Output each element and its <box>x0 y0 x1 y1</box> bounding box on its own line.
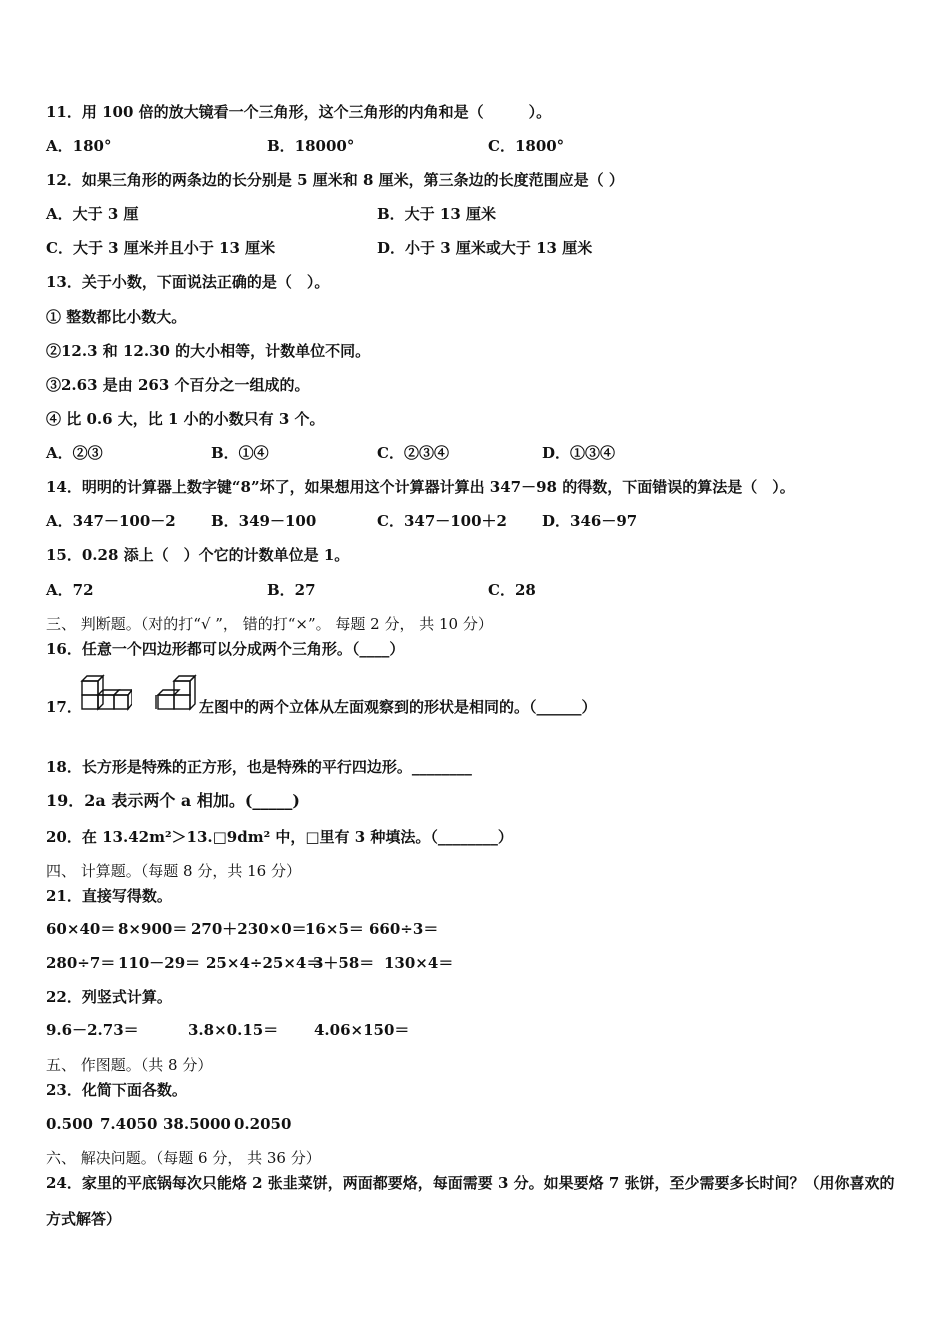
calc-item: 8×900＝ <box>118 920 188 938</box>
q21-stem: 21．直接写得数。 <box>46 887 172 905</box>
section-6-heading: 六、 解决问题。（每题 6 分， 共 36 分） <box>46 1149 321 1167</box>
number-item: 38.5000 <box>163 1115 231 1133</box>
number-item: 7.4050 <box>100 1115 158 1133</box>
option-d: D．①③④ <box>542 444 616 462</box>
calc-item: 3.8×0.15＝ <box>188 1021 279 1039</box>
q23-items <box>46 1114 906 1134</box>
q16: 16．任意一个四边形都可以分成两个三角形。（____） <box>46 640 405 658</box>
option-b: B．27 <box>267 581 316 599</box>
option-c: C．②③④ <box>377 444 449 462</box>
calc-item: 4.06×150＝ <box>314 1021 410 1039</box>
option-b: B．大于 13 厘米 <box>377 205 496 223</box>
option-a: A．②③ <box>46 444 103 462</box>
calc-item: 16×5＝ <box>305 920 364 938</box>
option-c: C．大于 3 厘米并且小于 13 厘米 <box>46 239 276 257</box>
q20: 20．在 13.42m²＞13.□9dm² 中，□里有 3 种填法。（________） <box>46 828 513 846</box>
q22-items <box>46 1020 906 1040</box>
q15-stem: 15．0.28 添上（ ）个它的计数单位是 1。 <box>46 546 350 564</box>
option-d: D．小于 3 厘米或大于 13 厘米 <box>377 239 593 257</box>
section-3-heading: 三、 判断题。（对的打“√ ”， 错的打“×”。 每题 2 分， 共 10 分） <box>46 615 493 633</box>
q11-options <box>46 136 906 156</box>
calc-item: 110－29＝ <box>118 954 201 972</box>
q21-row-2 <box>46 953 906 973</box>
cube-figure-right <box>154 673 198 718</box>
option-d: D．346－97 <box>542 512 638 530</box>
number-item: 0.500 <box>46 1115 93 1133</box>
section-4-heading: 四、 计算题。（每题 8 分，共 16 分） <box>46 862 301 880</box>
calc-item: 130×4＝ <box>384 954 454 972</box>
option-a: A．180° <box>46 137 112 155</box>
q22-stem: 22．列竖式计算。 <box>46 988 172 1006</box>
q17 <box>46 697 906 717</box>
q14-options <box>46 511 906 531</box>
q11-stem: 11．用 100 倍的放大镜看一个三角形，这个三角形的内角和是（ ）。 <box>46 103 552 121</box>
option-c: C．347－100＋2 <box>377 512 507 530</box>
q18: 18．长方形是特殊的正方形，也是特殊的平行四边形。________ <box>46 758 472 776</box>
calc-item: 60×40＝ <box>46 920 116 938</box>
q13-statement-3: ③2.63 是由 263 个百分之一组成的。 <box>46 376 310 394</box>
q24: 24．家里的平底锅每次只能烙 2 张韭菜饼，两面都要烙，每面需要 3 分。如果要烙 7 张饼，至少需要多长时间？（用你喜欢的方式解答） <box>46 1174 895 1228</box>
calc-item: 660÷3＝ <box>369 920 439 938</box>
section-5-heading: 五、 作图题。（共 8 分） <box>46 1056 213 1074</box>
q21-row-1 <box>46 919 906 939</box>
q14-stem: 14．明明的计算器上数字键“8”坏了，如果想用这个计算器计算出 347－98 的得数，下面错误的算法是（ ）。 <box>46 478 795 496</box>
calc-item: 3＋58＝ <box>313 954 375 972</box>
q13-stem: 13．关于小数，下面说法正确的是（ ）。 <box>46 273 330 291</box>
number-item: 0.2050 <box>234 1115 292 1133</box>
q13-options <box>46 443 906 463</box>
q12-stem: 12．如果三角形的两条边的长分别是 5 厘米和 8 厘米，第三条边的长度范围应是（ ） <box>46 171 624 189</box>
cube-figure-left <box>80 673 132 718</box>
option-c: C．1800° <box>488 137 565 155</box>
q23-stem: 23．化简下面各数。 <box>46 1081 187 1099</box>
option-c: C．28 <box>488 581 536 599</box>
option-b: B．349－100 <box>211 512 317 530</box>
option-a: A．大于 3 厘 <box>46 205 139 223</box>
option-a: A．347－100－2 <box>46 512 176 530</box>
q17-text: 左图中的两个立体从左面观察到的形状是相同的。（______） <box>199 698 597 716</box>
q12-options-row2 <box>46 238 906 258</box>
q13-statement-1: ① 整数都比小数大。 <box>46 308 187 326</box>
calc-item: 9.6－2.73＝ <box>46 1021 139 1039</box>
q13-statement-2: ②12.3 和 12.30 的大小相等，计数单位不同。 <box>46 342 371 360</box>
calc-item: 270＋230×0＝ <box>191 920 307 938</box>
option-b: B．①④ <box>211 444 269 462</box>
q19: 19．2a 表示两个 a 相加。(_____) <box>46 791 300 810</box>
q15-options <box>46 580 906 600</box>
calc-item: 280÷7＝ <box>46 954 116 972</box>
q13-statement-4: ④ 比 0.6 大，比 1 小的小数只有 3 个。 <box>46 410 325 428</box>
q17-number: 17． <box>46 698 82 716</box>
q12-options-row1 <box>46 204 906 224</box>
option-a: A．72 <box>46 581 94 599</box>
option-b: B．18000° <box>267 137 355 155</box>
calc-item: 25×4÷25×4＝ <box>206 954 322 972</box>
